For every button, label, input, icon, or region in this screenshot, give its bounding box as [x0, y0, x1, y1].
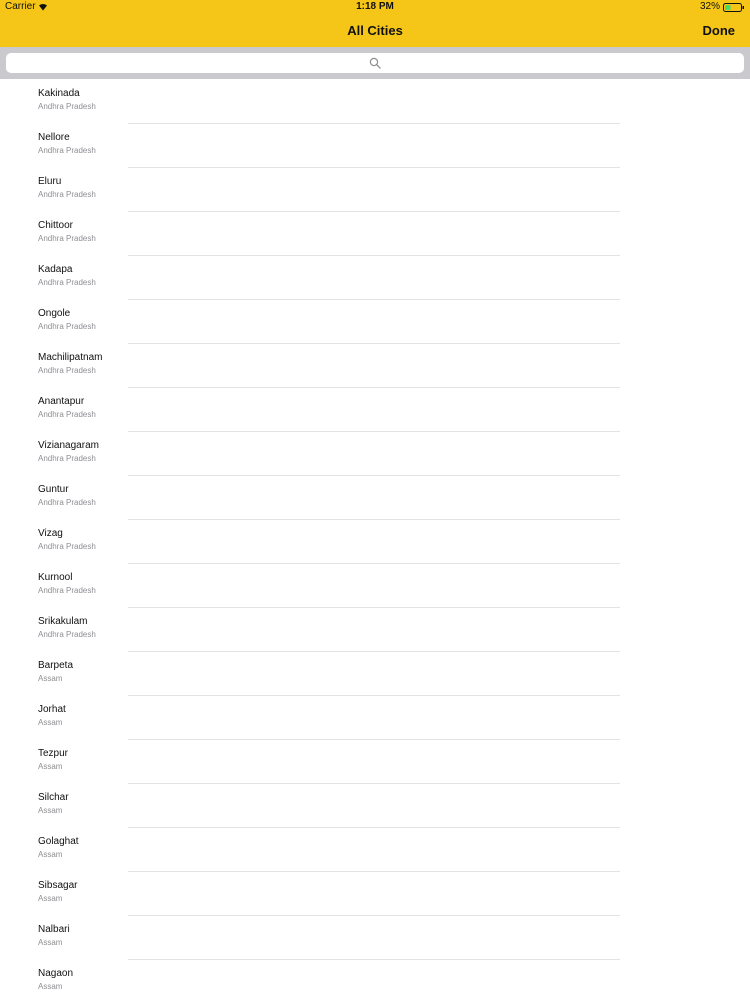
list-item[interactable]: [0, 564, 750, 608]
list-item[interactable]: [0, 124, 750, 168]
list-item[interactable]: [0, 872, 750, 916]
city-name: Nagaon: [38, 968, 74, 979]
status-time: 1:18 PM: [356, 1, 394, 12]
city-name: Srikakulam: [38, 616, 88, 627]
city-state: Assam: [38, 762, 63, 771]
list-item[interactable]: [0, 476, 750, 520]
done-button[interactable]: Done: [702, 23, 735, 38]
navigation-bar: [0, 14, 750, 47]
city-state: Assam: [38, 938, 63, 947]
city-name: Barpeta: [38, 660, 74, 671]
city-name: Tezpur: [38, 748, 69, 759]
city-state: Assam: [38, 718, 63, 727]
list-item[interactable]: [0, 652, 750, 696]
list-item[interactable]: [0, 740, 750, 784]
city-state: Andhra Pradesh: [38, 146, 96, 155]
city-state: Andhra Pradesh: [38, 234, 96, 243]
list-item[interactable]: [0, 960, 750, 1000]
city-state: Andhra Pradesh: [38, 630, 96, 639]
city-name: Nellore: [38, 132, 70, 143]
city-state: Assam: [38, 894, 63, 903]
city-name: Jorhat: [38, 704, 66, 715]
city-name: Vizianagaram: [38, 440, 99, 451]
city-name: Kadapa: [38, 264, 73, 275]
list-item[interactable]: [0, 828, 750, 872]
city-state: Andhra Pradesh: [38, 542, 96, 551]
city-name: Ongole: [38, 308, 71, 319]
search-icon: [369, 57, 381, 69]
city-name: Silchar: [38, 792, 69, 803]
city-name: Kakinada: [38, 88, 80, 99]
carrier-label: Carrier: [5, 1, 36, 12]
city-state: Andhra Pradesh: [38, 366, 96, 375]
battery-percent: 32%: [699, 1, 720, 12]
search-bar: [0, 47, 750, 79]
city-name: Eluru: [38, 176, 62, 187]
list-item[interactable]: [0, 520, 750, 564]
list-item[interactable]: [0, 784, 750, 828]
city-state: Assam: [38, 850, 63, 859]
list-item[interactable]: [0, 300, 750, 344]
list-item[interactable]: [0, 608, 750, 652]
city-state: Andhra Pradesh: [38, 410, 96, 419]
city-name: Golaghat: [38, 836, 79, 847]
list-item[interactable]: [0, 344, 750, 388]
city-name: Anantapur: [38, 396, 85, 407]
search-input[interactable]: [6, 53, 744, 73]
city-name: Machilipatnam: [38, 352, 103, 363]
list-item[interactable]: [0, 212, 750, 256]
list-item[interactable]: [0, 168, 750, 212]
city-state: Andhra Pradesh: [38, 190, 96, 199]
list-item[interactable]: [0, 388, 750, 432]
list-item[interactable]: [0, 256, 750, 300]
city-state: Andhra Pradesh: [38, 278, 96, 287]
city-name: Guntur: [38, 484, 69, 495]
city-name: Kurnool: [38, 572, 73, 583]
city-name: Nalbari: [38, 924, 70, 935]
list-item[interactable]: [0, 432, 750, 476]
city-list: [0, 80, 750, 1000]
list-item[interactable]: [0, 916, 750, 960]
list-item[interactable]: [0, 696, 750, 740]
city-state: Assam: [38, 674, 63, 683]
city-name: Sibsagar: [38, 880, 78, 891]
page-title: All Cities: [347, 23, 403, 38]
city-name: Chittoor: [38, 220, 74, 231]
city-state: Assam: [38, 806, 63, 815]
battery-icon: [723, 3, 745, 12]
city-state: Andhra Pradesh: [38, 498, 96, 507]
city-state: Andhra Pradesh: [38, 102, 96, 111]
city-state: Andhra Pradesh: [38, 322, 96, 331]
city-state: Andhra Pradesh: [38, 454, 96, 463]
list-item[interactable]: [0, 80, 750, 124]
city-state: Assam: [38, 982, 63, 991]
city-state: Andhra Pradesh: [38, 586, 96, 595]
city-name: Vizag: [38, 528, 63, 539]
status-bar: [0, 0, 750, 14]
